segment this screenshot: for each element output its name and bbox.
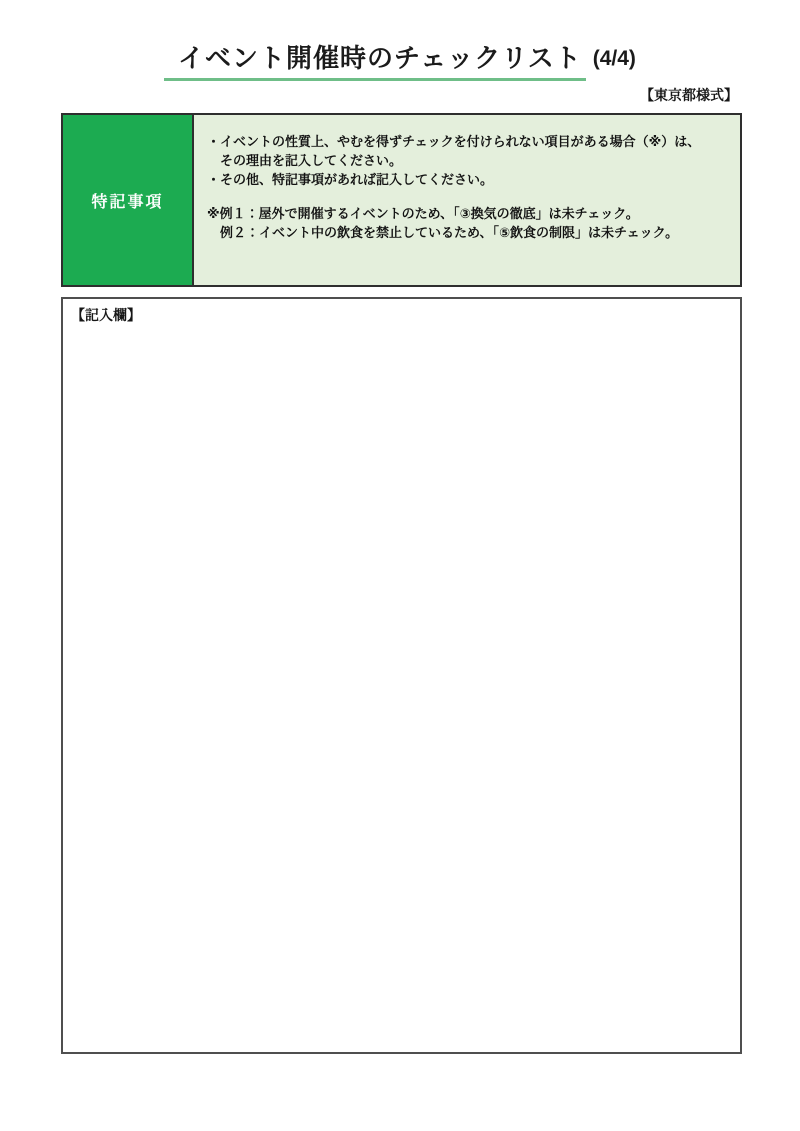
special-notes-line: その理由を記入してください。 bbox=[220, 153, 403, 168]
special-notes-label: 特記事項 bbox=[91, 193, 164, 211]
special-notes-section bbox=[61, 113, 742, 287]
special-notes-content bbox=[194, 115, 740, 285]
special-notes-example: ※例１：屋外で開催するイベントのため、「③換気の徹底」は未チェック。 bbox=[207, 206, 639, 221]
entry-field-box[interactable] bbox=[61, 297, 742, 1054]
page-title-text: イベント開催時のチェックリスト bbox=[164, 38, 586, 81]
format-label: 【東京都様式】 bbox=[640, 87, 738, 103]
special-notes-line: ・その他、特記事項があれば記入してください。 bbox=[207, 172, 494, 187]
special-notes-examples bbox=[207, 204, 732, 242]
page-title bbox=[0, 38, 800, 81]
entry-field-value[interactable] bbox=[63, 325, 740, 925]
entry-field-label: 【記入欄】 bbox=[71, 307, 141, 323]
special-notes-header-cell bbox=[63, 115, 194, 285]
special-notes-example: 例２：イベント中の飲食を禁止しているため、「⑤飲食の制限」は未チェック。 bbox=[220, 225, 679, 240]
page-number: (4/4) bbox=[592, 47, 636, 70]
special-notes-line: ・イベントの性質上、やむを得ずチェックを付けられない項目がある場合（※）は、 bbox=[207, 134, 701, 149]
